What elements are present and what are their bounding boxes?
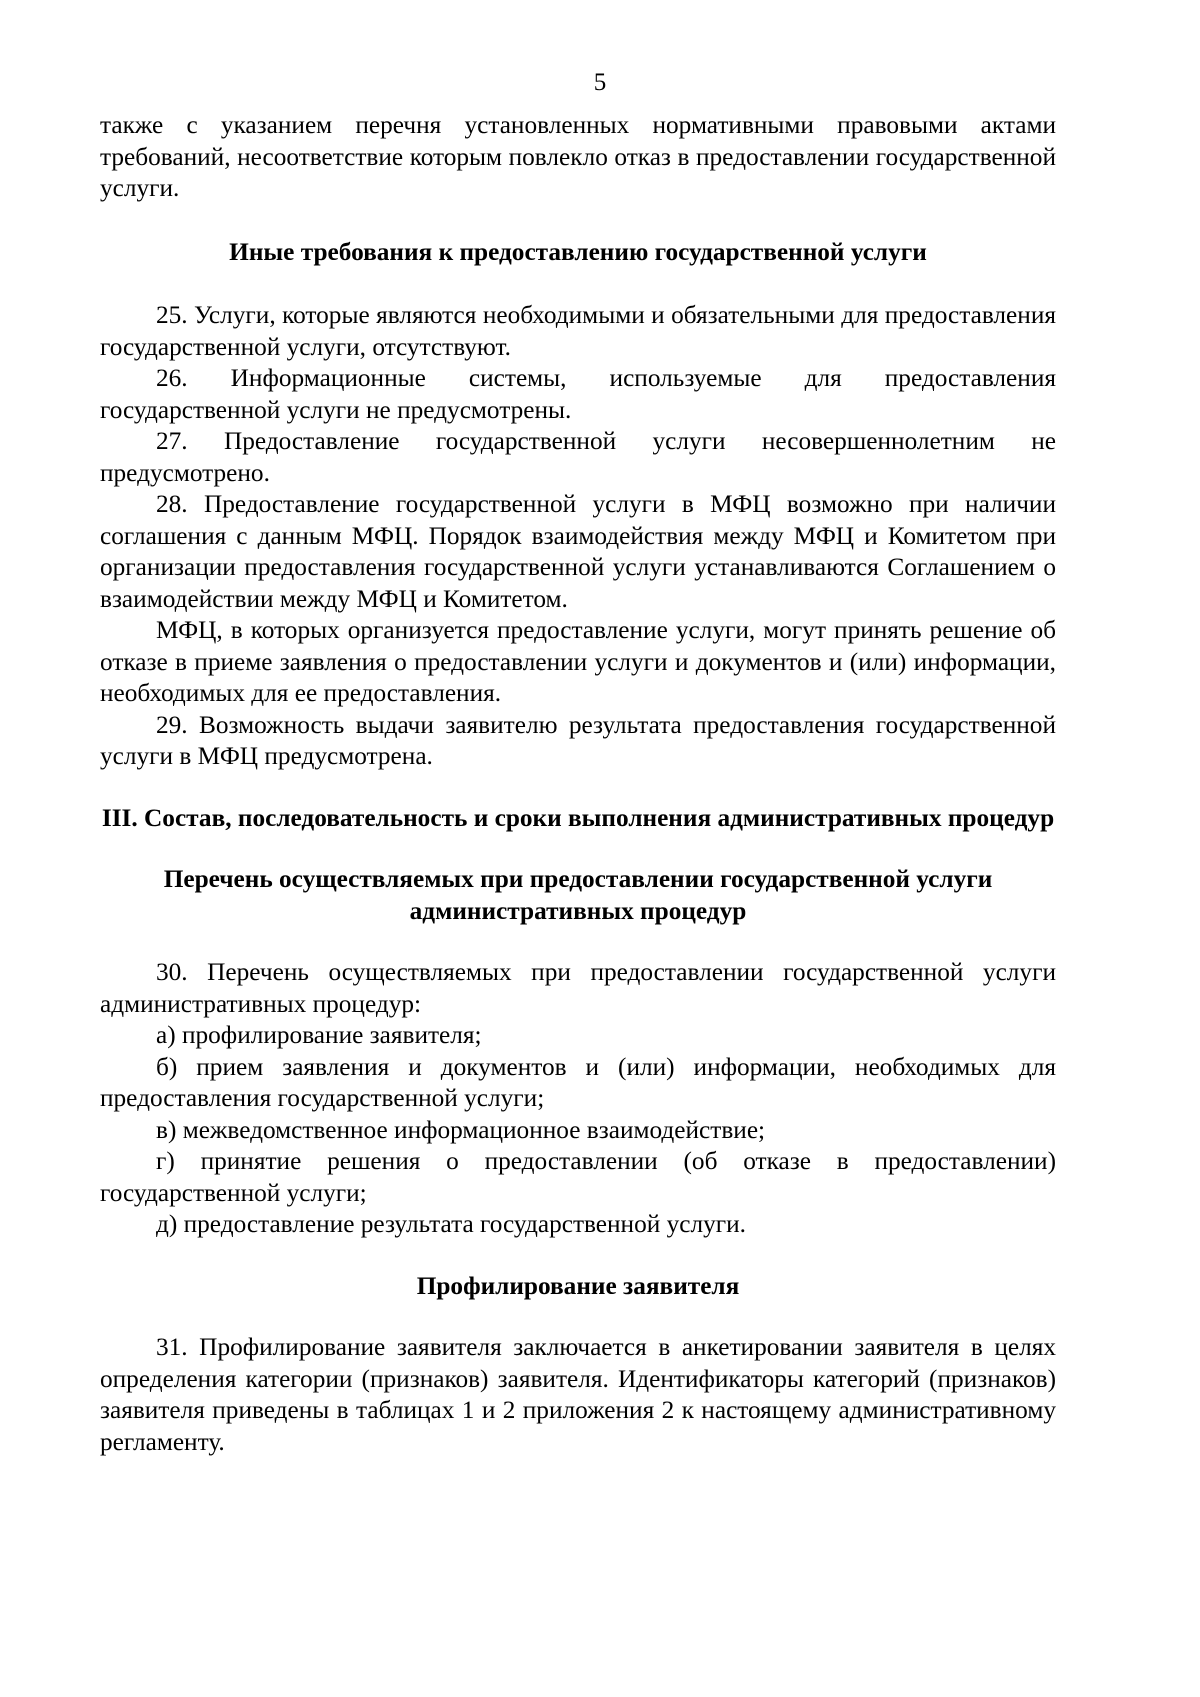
paragraph-30: 30. Перечень осуществляемых при предоставлении государственной услуги административных процедур: — [100, 958, 1056, 1018]
intro-paragraph: также с указанием перечня установленных нормативными правовыми актами требований, несоответствие которым повлекло отказ в предоставлении государственной услуги. — [100, 111, 1056, 202]
list-item-d: д) предоставление результата государственной услуги. — [156, 1210, 746, 1238]
paragraph-29: 29. Возможность выдачи заявителю результата предоставления государственной услуги в МФЦ предусмотрена. — [100, 710, 1056, 770]
section-heading-iii: III. Состав, последовательность и сроки выполнения административных процедур — [101, 803, 1055, 832]
paragraph-25: 25. Услуги, которые являются необходимыми и обязательными для предоставления государственной услуги, отсутствуют. — [100, 301, 1056, 361]
page-number: 5 — [593, 69, 607, 96]
paragraph-28-mfc: МФЦ, в которых организуется предоставление услуги, могут принять решение об отказе в приеме заявления о предоставлении услуги и документов и (или) информации, необходимых для ее предоставления. — [100, 616, 1056, 707]
section-heading-procedures-line1: Перечень осуществляемых при предоставлении государственной услуги — [163, 865, 993, 893]
section-heading-procedures-line2: административных процедур — [409, 896, 747, 925]
paragraph-28: 28. Предоставление государственной услуги в МФЦ возможно при наличии соглашения с данным МФЦ. Порядок взаимодействия между МФЦ и Комитетом при организации предоставления государственной услуги устанавливаются Соглашением о взаимодействии между МФЦ и Комитетом. — [100, 490, 1056, 613]
list-item-a: а) профилирование заявителя; — [156, 1021, 482, 1049]
paragraph-26: 26. Информационные системы, используемые для предоставления государственной услуги не предусмотрены. — [100, 364, 1056, 424]
section-heading-other-requirements: Иные требования к предоставлению государственной услуги — [229, 237, 927, 266]
paragraph-31: 31. Профилирование заявителя заключается в анкетировании заявителя в целях определения категории (признаков) заявителя. Идентификаторы категорий (признаков) заявителя приведены в таблицах 1 и 2 приложения 2 к настоящему административному регламенту. — [100, 1333, 1056, 1456]
list-item-v: в) межведомственное информационное взаимодействие; — [156, 1115, 766, 1144]
list-item-b: б) прием заявления и документов и (или) информации, необходимых для предоставления государственной услуги; — [100, 1052, 1056, 1112]
page-content — [100, 110, 1056, 1458]
paragraph-27: 27. Предоставление государственной услуги несовершеннолетним не предусмотрено. — [100, 427, 1056, 487]
section-heading-profiling: Профилирование заявителя — [416, 1271, 740, 1300]
list-item-g: г) принятие решения о предоставлении (об отказе в предоставлении) государственной услуги; — [100, 1147, 1056, 1207]
